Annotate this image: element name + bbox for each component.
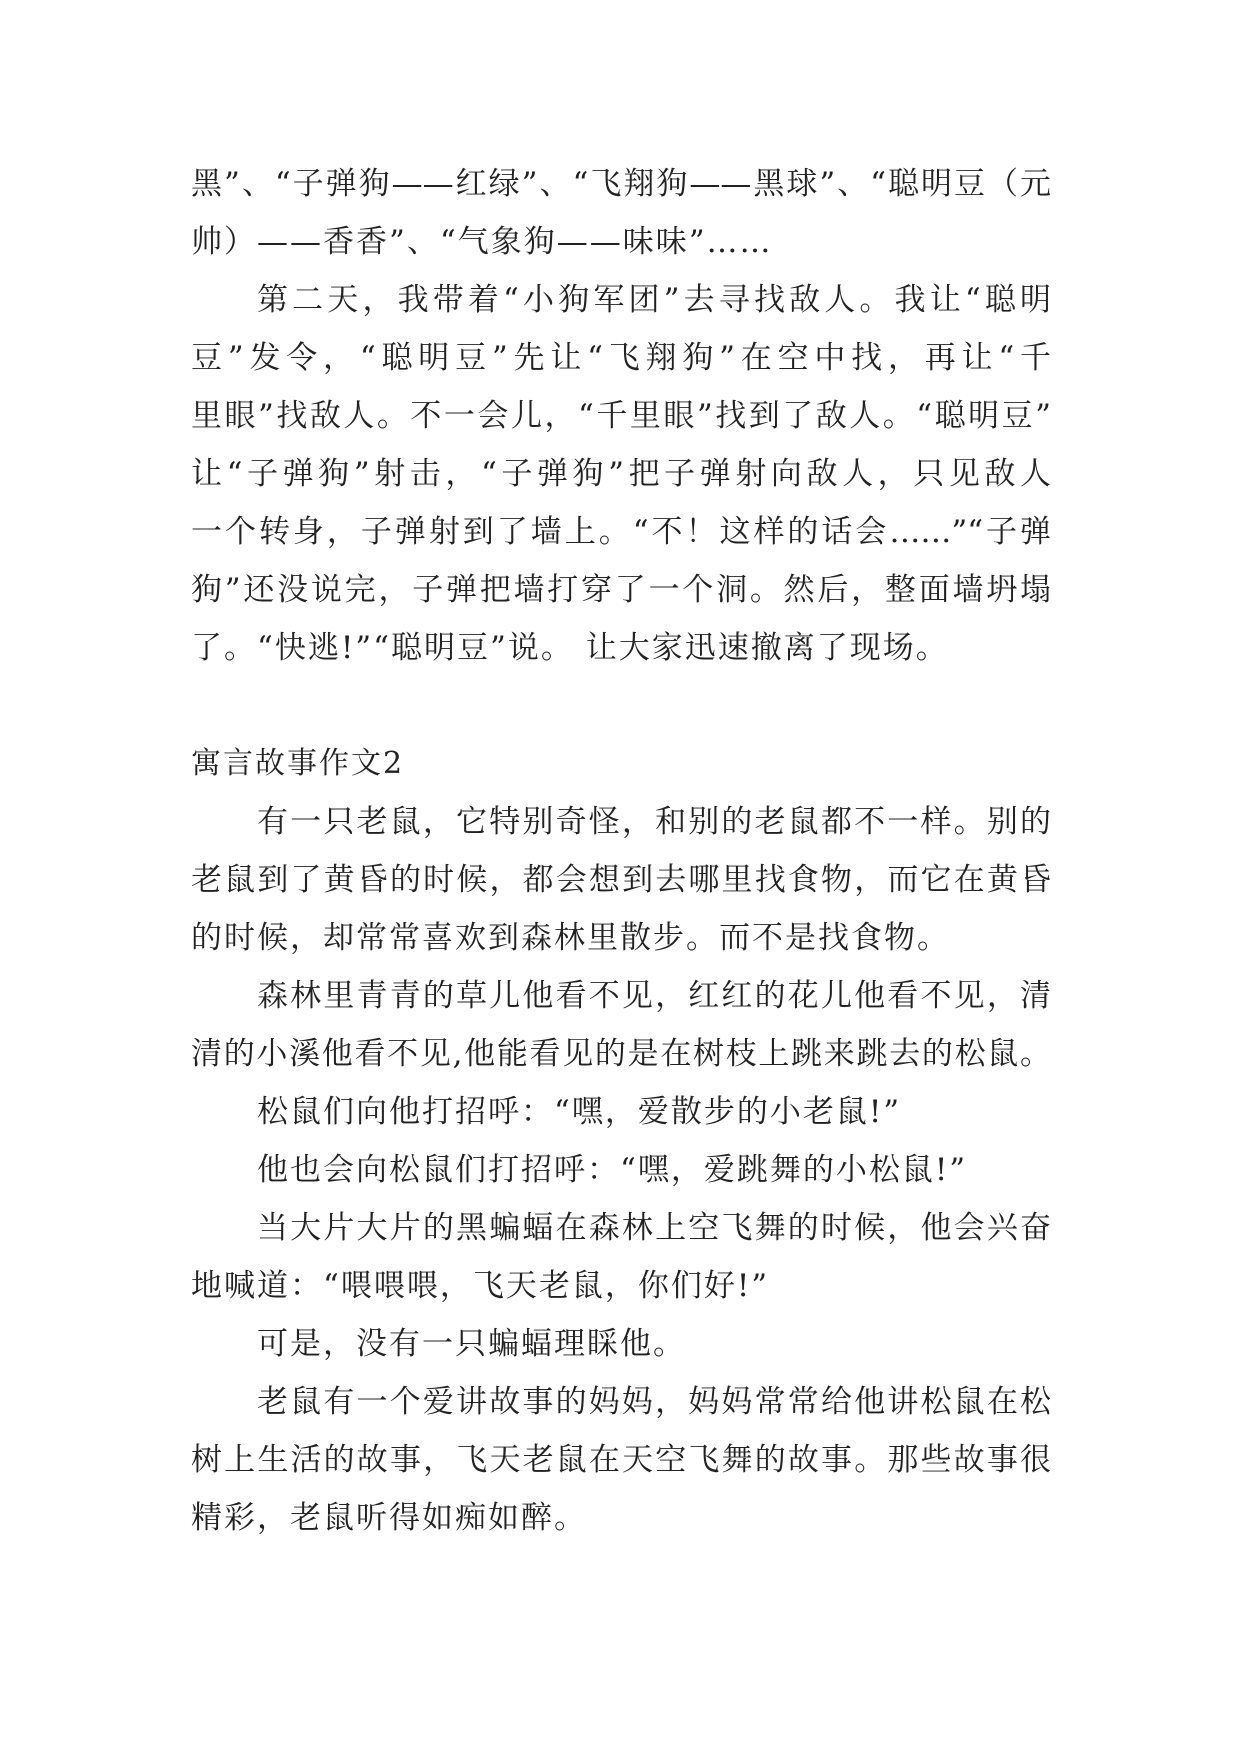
paragraph-line: 森林里青青的草儿他看不见，红红的花儿他看不见，清 (257, 978, 1051, 1014)
section-heading: 寓言故事作文2 (191, 746, 405, 781)
paragraph-line: 豆”发令，“聪明豆”先让“飞翔狗”在空中找，再让“千 (191, 340, 1051, 376)
paragraph-line: 松鼠们向他打招呼：“嘿，爱散步的小老鼠!” (257, 1094, 902, 1130)
paragraph-line: 树上生活的故事，飞天老鼠在天空飞舞的故事。那些故事很 (191, 1442, 1051, 1478)
paragraph-line: 的时候，却常常喜欢到森林里散步。而不是找食物。 (191, 920, 950, 956)
paragraph-line: 狗”还没说完，子弹把墙打穿了一个洞。然后，整面墙坍塌 (191, 572, 1051, 608)
paragraph-line: 有一只老鼠，它特别奇怪，和别的老鼠都不一样。别的 (257, 804, 1051, 840)
paragraph-line: 老鼠到了黄昏的时候，都会想到去哪里找食物，而它在黄昏 (191, 862, 1051, 898)
paragraph-line: 地喊道：“喂喂喂，飞天老鼠，你们好!” (191, 1268, 770, 1304)
paragraph-line: 让“子弹狗”射击，“子弹狗”把子弹射向敌人，只见敌人 (191, 456, 1051, 492)
paragraph-line: 帅）——香香”、“气象狗——味味”…… (191, 224, 773, 260)
paragraph-line: 里眼”找敌人。不一会儿，“千里眼”找到了敌人。“聪明豆” (191, 398, 1051, 434)
paragraph-line: 清的小溪他看不见,他能看见的是在树枝上跳来跳去的松鼠。 (191, 1036, 1051, 1072)
paragraph-line: 第二天，我带着“小狗军团”去寻找敌人。我让“聪明 (257, 282, 1051, 318)
paragraph-line: 了。“快逃!”“聪明豆”说。 让大家迅速撤离了现场。 (191, 630, 949, 666)
paragraph-line: 当大片大片的黑蝙蝠在森林上空飞舞的时候，他会兴奋 (257, 1210, 1051, 1246)
paragraph-line: 精彩，老鼠听得如痴如醉。 (191, 1500, 587, 1536)
paragraph-line: 可是，没有一只蝙蝠理睬他。 (257, 1326, 686, 1362)
paragraph-line: 一个转身，子弹射到了墙上。“不！这样的话会……”“子弹 (191, 514, 1051, 550)
paragraph-line: 老鼠有一个爱讲故事的妈妈，妈妈常常给他讲松鼠在松 (257, 1384, 1051, 1420)
paragraph-line: 黑”、“子弹狗——红绿”、“飞翔狗——黑球”、“聪明豆（元 (191, 166, 1051, 202)
paragraph-line: 他也会向松鼠们打招呼：“嘿，爱跳舞的小松鼠!” (257, 1152, 968, 1188)
